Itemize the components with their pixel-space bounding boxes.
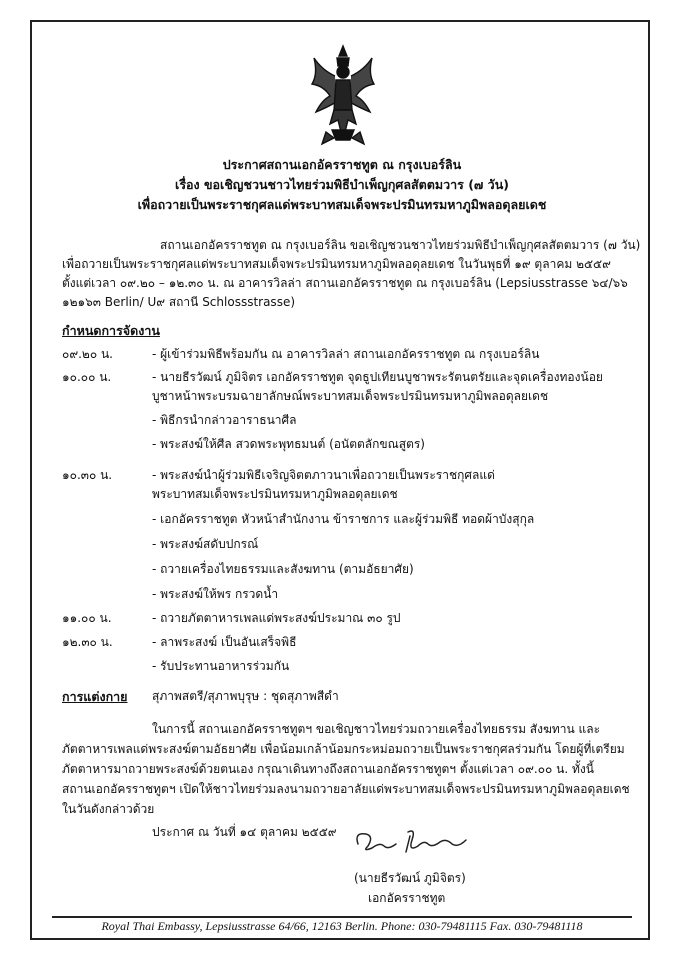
signatory-name: (นายธีรวัฒน์ ภูมิจิตร) xyxy=(354,871,466,885)
schedule-item: บูชาหน้าพระบรมฉายาลักษณ์พระบาทสมเด็จพระปรมินทรมหาภูมิพลอดุลยเดช xyxy=(152,389,549,403)
signature-image xyxy=(350,822,490,862)
schedule-item: - พระสงฆ์ให้พร กรวดน้ำ xyxy=(152,587,279,601)
closing-line-5: ในวันดังกล่าวด้วย xyxy=(62,802,155,816)
intro-line-1: สถานเอกอัครราชทูต ณ กรุงเบอร์ลิน ขอเชิญชวนชาวไทยร่วมพิธีบำเพ็ญกุศลสัตตมวาร (๗ วัน) xyxy=(160,238,641,252)
schedule-item: - ผู้เข้าร่วมพิธีพร้อมกัน ณ อาคารวิลล่า สถานเอกอัครราชทูต ณ กรุงเบอร์ลิน xyxy=(152,347,540,361)
footer-divider xyxy=(52,916,632,918)
schedule-item: - พิธีกรนำกล่าวอาราธนาศีล xyxy=(152,413,297,427)
intro-line-4: ๑๒๑๖๓ Berlin/ U๙ สถานี Schlossstrasse) xyxy=(62,295,296,309)
schedule-item: - ถวายเครื่องไทยธรรมและสังฆทาน (ตามอัธยาศัย) xyxy=(152,562,414,576)
schedule-item: - ถวายภัตตาหารเพลแด่พระสงฆ์ประมาณ ๓๐ รูป xyxy=(152,611,401,625)
signatory-title: เอกอัครราชทูต xyxy=(368,891,446,905)
schedule-item: - พระสงฆ์สดับปกรณ์ xyxy=(152,537,259,551)
heading-line-2: เรื่อง ขอเชิญชวนชาวไทยร่วมพิธีบำเพ็ญกุศลสัตตมวาร (๗ วัน) xyxy=(175,177,509,192)
schedule-time: ๑๒.๓๐ น. xyxy=(62,635,113,649)
intro-line-2: เพื่อถวายเป็นพระราชกุศลแด่พระบาทสมเด็จพระปรมินทรมหาภูมิพลอดุลยเดช ในวันพุธที่ ๑๙ ตุลาคม ๒๕๕๙ xyxy=(62,257,611,271)
embassy-footer: Royal Thai Embassy, Lepsiusstrasse 64/66, 12163 Berlin. Phone: 030-79481115 Fax. 030-79481118 xyxy=(101,919,583,933)
schedule-title: กำหนดการจัดงาน xyxy=(62,323,160,338)
schedule-item: - พระสงฆ์ให้ศีล สวดพระพุทธมนต์ (อนัตตลักขณสูตร) xyxy=(152,437,425,451)
schedule-time: ๑๐.๓๐ น. xyxy=(62,468,113,482)
schedule-time: ๑๑.๐๐ น. xyxy=(62,611,112,625)
schedule-item: - พระสงฆ์นำผู้ร่วมพิธีเจริญจิตตภาวนาเพื่อถวายเป็นพระราชกุศลแด่ xyxy=(152,468,495,482)
schedule-item: - ลาพระสงฆ์ เป็นอันเสร็จพิธี xyxy=(152,635,297,649)
schedule-item: - นายธีรวัฒน์ ภูมิจิตร เอกอัครราชทูต จุดธูปเทียนบูชาพระรัตนตรัยและจุดเครื่องทองน้อย xyxy=(152,370,603,384)
closing-line-2: ภัตตาหารเพลแด่พระสงฆ์ตามอัธยาศัย เพื่อน้อมเกล้าน้อมกระหม่อมถวายเป็นพระราชกุศลร่วมกัน โดยผู้ที่เตรียม xyxy=(62,742,625,756)
intro-line-3: ตั้งแต่เวลา ๐๙.๒๐ – ๑๒.๓๐ น. ณ อาคารวิลล่า สถานเอกอัครราชทูต ณ กรุงเบอร์ลิน (Lepsiusstrasse ๖๔/๖๖ xyxy=(62,276,628,290)
closing-line-3: ภัตตาหารมาถวายพระสงฆ์ด้วยตนเอง กรุณาเดินทางถึงสถานเอกอัครราชทูตฯ ตั้งแต่เวลา ๐๙.๐๐ น. ทั้งนี้ xyxy=(62,762,594,776)
announcement-date: ประกาศ ณ วันที่ ๑๔ ตุลาคม ๒๕๕๙ xyxy=(152,825,337,839)
closing-line-1: ในการนี้ สถานเอกอัครราชทูตฯ ขอเชิญชาวไทยร่วมถวายเครื่องไทยธรรม สังฆทาน และ xyxy=(152,722,601,736)
dress-code-value: สุภาพสตรี/สุภาพบุรุษ : ชุดสุภาพสีดำ xyxy=(152,689,339,703)
schedule-item: - รับประทานอาหารร่วมกัน xyxy=(152,659,290,673)
dress-code-label: การแต่งกาย xyxy=(62,689,128,704)
heading-line-3: เพื่อถวายเป็นพระราชกุศลแด่พระบาทสมเด็จพระปรมินทรมหาภูมิพลอดุลยเดช xyxy=(137,197,547,212)
schedule-time: ๑๐.๐๐ น. xyxy=(62,370,112,384)
schedule-item: พระบาทสมเด็จพระปรมินทรมหาภูมิพลอดุลยเดช xyxy=(152,487,398,501)
garuda-emblem-icon xyxy=(308,40,378,148)
schedule-time: ๐๙.๒๐ น. xyxy=(62,347,113,361)
heading-line-1: ประกาศสถานเอกอัครราชทูต ณ กรุงเบอร์ลิน xyxy=(222,157,462,172)
schedule-item: - เอกอัครราชทูต หัวหน้าสำนักงาน ข้าราชการ และผู้ร่วมพิธี ทอดผ้าบังสุกุล xyxy=(152,512,535,526)
letter-page xyxy=(30,20,650,940)
closing-line-4: สถานเอกอัครราชทูตฯ เปิดให้ชาวไทยร่วมลงนามถวายอาลัยแด่พระบาทสมเด็จพระปรมินทรมหาภูมิพลอดุลยเดช xyxy=(62,782,630,796)
